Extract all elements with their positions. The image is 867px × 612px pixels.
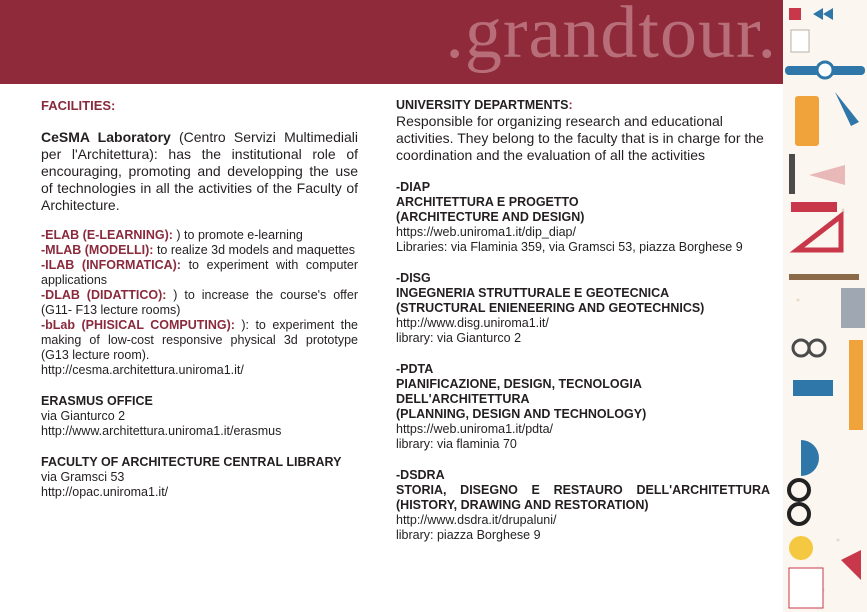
erasmus-title: ERASMUS OFFICE <box>41 394 153 408</box>
glasses-icon <box>789 480 809 500</box>
dept-name-line: INGEGNERIA STRUTTURALE E GEOTECNICA <box>396 286 670 300</box>
dept-name-line: STORIA, DISEGNO E RESTAURO DELL'ARCHITETTURA <box>396 483 770 497</box>
dept-name-line: (STRUCTURAL ENIENEERING AND GEOTECHNICS) <box>396 301 705 315</box>
dept-name-line: (ARCHITECTURE AND DESIGN) <box>396 210 585 224</box>
dept-library: library: piazza Borghese 9 <box>396 528 541 542</box>
cesma-name: CeSMA Laboratory <box>41 129 171 145</box>
header-title: .grandtour. <box>445 0 777 74</box>
library-url[interactable]: http://opac.uniroma1.it/ <box>41 485 169 499</box>
pencil-icon <box>789 154 795 194</box>
cesma-description: (Centro Servizi Multimediali per l'Architettura): has the institutional role of encouraging, promoting and developping the use of technologies in all the activities of the Faculty of Architecture. <box>41 129 358 213</box>
scissors-icon <box>793 340 809 356</box>
dept-name-line: ARCHITETTURA E PROGETTO <box>396 195 579 209</box>
erasmus-address: via Gianturco 2 <box>41 409 126 423</box>
facilities-column <box>41 98 358 500</box>
dept-library: Libraries: via Flaminia 359, via Gramsci 53, piazza Borghese 9 <box>396 240 743 254</box>
tape-icon <box>793 380 833 396</box>
departments-column <box>396 98 770 543</box>
departments-title-text: UNIVERSITY DEPARTMENTS <box>396 98 569 112</box>
calculator-icon <box>841 288 865 328</box>
departments-description: Responsible for organizing research and educational activities. They belong to the faculty that is in charge for the coordination and the evaluation of all the activities <box>396 113 764 163</box>
dept-code: -PDTA <box>396 362 434 376</box>
lab-description: ) to promote e-learning <box>172 228 303 242</box>
dept-library: library: via Gianturco 2 <box>396 331 522 345</box>
lab-item <box>41 258 358 288</box>
dept-code: -DISG <box>396 271 431 285</box>
pen-icon <box>835 92 859 126</box>
ruler-icon <box>849 340 863 430</box>
dept-url[interactable]: http://www.dsdra.it/drupaluni/ <box>396 513 557 527</box>
cesma-url[interactable]: http://cesma.architettura.uniroma1.it/ <box>41 363 244 377</box>
lab-description: ) to increase the course's offer (G11- F13 lecture rooms) <box>41 288 358 317</box>
library-title: FACULTY OF ARCHITECTURE CENTRAL LIBRARY <box>41 455 342 469</box>
lab-label: -MLAB (MODELLI): <box>41 243 154 257</box>
departments-title <box>396 98 770 113</box>
marker-icon <box>795 96 819 146</box>
lab-item <box>41 318 358 363</box>
magnifier-icon <box>789 536 813 560</box>
lab-label: -ILAB (INFORMATICA): <box>41 258 181 272</box>
stationery-illustration-strip <box>783 0 867 612</box>
departments-title-colon: : <box>568 98 573 112</box>
lab-item <box>41 288 358 318</box>
facilities-title: FACILITIES: <box>41 98 116 113</box>
erasmus-url[interactable]: http://www.architettura.uniroma1.it/erasmus <box>41 424 282 438</box>
triangle-flag-icon <box>809 165 845 185</box>
dept-name-line: PIANIFICAZIONE, DESIGN, TECNOLOGIA <box>396 377 642 391</box>
dept-url[interactable]: https://web.uniroma1.it/pdta/ <box>396 422 554 436</box>
dept-url[interactable]: http://www.disg.uniroma1.it/ <box>396 316 549 330</box>
lab-item <box>41 228 358 243</box>
library-address: via Gramsci 53 <box>41 470 125 484</box>
lab-label: -DLAB (DIDATTICO): <box>41 288 167 302</box>
lab-description: to realize 3d models and maquettes <box>153 243 355 257</box>
dept-code: -DSDRA <box>396 468 445 482</box>
dept-name-line: (PLANNING, DESIGN AND TECHNOLOGY) <box>396 407 647 421</box>
stationery-illustration <box>783 0 867 612</box>
protractor-icon <box>801 440 819 476</box>
lab-label: -ELAB (E-LEARNING): <box>41 228 173 242</box>
megaphone-icon <box>841 550 861 580</box>
dept-code: -DIAP <box>396 180 431 194</box>
watch-icon <box>817 62 833 78</box>
lab-label: -bLab (PHISICAL COMPUTING): <box>41 318 235 332</box>
header-band <box>0 0 783 84</box>
dept-name-line: DELL'ARCHITETTURA <box>396 392 530 406</box>
set-square-icon <box>797 216 841 250</box>
lab-description: to experiment with computer applications <box>41 258 358 287</box>
square-icon <box>789 8 801 20</box>
lab-description: ): to experiment the making of low-cost responsive physical 3d prototype (G13 lecture room). <box>41 318 359 362</box>
lab-item <box>41 243 358 258</box>
brush-icon <box>789 274 859 280</box>
notepad-icon <box>791 30 809 52</box>
dept-name-line: (HISTORY, DRAWING AND RESTORATION) <box>396 498 649 512</box>
cutter-icon <box>791 202 837 212</box>
dept-library: library: via flaminia 70 <box>396 437 517 451</box>
notebook-icon <box>789 568 823 608</box>
bowtie-icon <box>813 8 833 20</box>
dept-url[interactable]: https://web.uniroma1.it/dip_diap/ <box>396 225 576 239</box>
cesma-paragraph <box>41 129 358 214</box>
